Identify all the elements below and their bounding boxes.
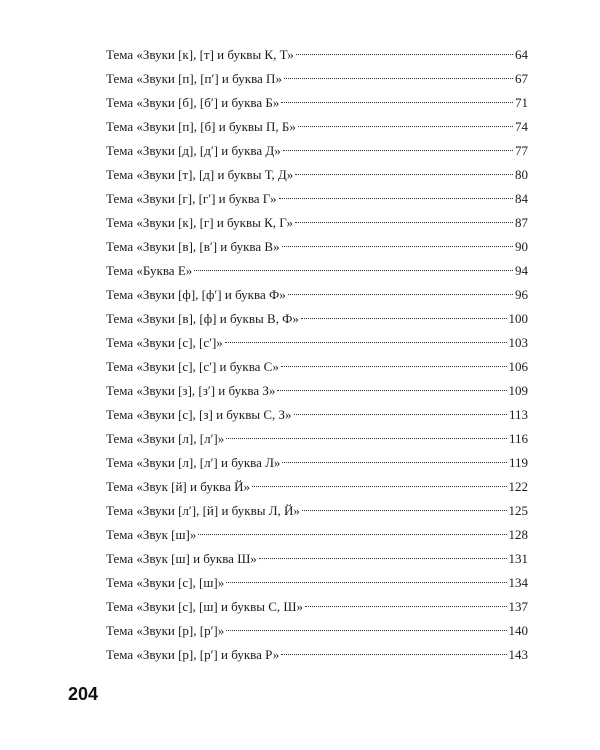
toc-entry [106,139,528,163]
toc-entry-page: 134 [508,575,528,590]
toc-entry-page: 109 [508,383,528,398]
toc-entry-title: Тема «Звуки [п], [п′] и буква П» [106,71,282,86]
toc-entry-title: Тема «Звуки [р], [р′] и буква Р» [106,647,280,662]
toc-entry [106,571,528,595]
toc-leader-dots [281,654,506,655]
toc-entry-page: 74 [515,119,528,134]
toc-entry-title: Тема «Звуки [в], [ф] и буквы В, Ф» [106,311,299,326]
toc-entry-title: Тема «Звуки [т], [д] и буквы Т, Д» [106,167,294,182]
toc-entry [106,115,528,139]
toc-leader-dots [281,366,507,367]
toc-entry [106,355,528,379]
toc-entry [106,379,528,403]
toc-entry-title: Тема «Буква Е» [106,263,193,278]
toc-leader-dots [305,606,507,607]
toc-leader-dots [294,414,507,415]
toc-entry-page: 106 [508,359,528,374]
toc-entry-page: 90 [515,239,528,254]
toc-entry [106,475,528,499]
toc-leader-dots [194,270,513,271]
toc-entry-page: 131 [508,551,528,566]
toc-entry [106,619,528,643]
toc-entry-title: Тема «Звук [ш] и буква Ш» [106,551,257,566]
toc-entry-title: Тема «Звуки [л], [л′]» [106,431,225,446]
toc-entry-title: Тема «Звуки [д], [д′] и буква Д» [106,143,281,158]
toc-entry [106,43,528,67]
toc-entry [106,403,528,427]
toc-entry-title: Тема «Звуки [з], [з′] и буква З» [106,383,276,398]
toc-entry-page: 119 [508,455,528,470]
toc-entry [106,259,528,283]
toc-entry-page: 143 [508,647,528,662]
toc-entry [106,283,528,307]
toc-leader-dots [226,630,506,631]
toc-leader-dots [277,390,506,391]
toc-leader-dots [282,246,513,247]
toc-leader-dots [281,102,513,103]
toc-entry-title: Тема «Звуки [к], [г] и буквы К, Г» [106,215,293,230]
toc-entry-title: Тема «Звуки [с], [с′]» [106,335,223,350]
toc-entry [106,643,528,667]
toc-entry-page: 96 [515,287,528,302]
toc-leader-dots [226,582,506,583]
toc-leader-dots [302,510,507,511]
toc-leader-dots [283,150,513,151]
toc-entry [106,499,528,523]
toc-entry-page: 103 [508,335,528,350]
toc-entry-title: Тема «Звуки [с], [ш] и буквы С, Ш» [106,599,303,614]
toc-entry-title: Тема «Звуки [с], [с′] и буква С» [106,359,279,374]
toc-entry-page: 113 [508,407,528,422]
toc-leader-dots [301,318,507,319]
toc-entry-page: 71 [515,95,528,110]
toc-entry [106,163,528,187]
toc-entry-title: Тема «Звук [й] и буква Й» [106,479,251,494]
toc-entry-title: Тема «Звуки [р], [р′]» [106,623,225,638]
toc-entry [106,67,528,91]
toc-entry-title: Тема «Звуки [с], [ш]» [106,575,225,590]
toc-entry [106,595,528,619]
toc-leader-dots [259,558,507,559]
toc-entry-page: 122 [508,479,528,494]
toc-entry [106,547,528,571]
toc-entry-title: Тема «Звуки [с], [з] и буквы С, З» [106,407,292,422]
toc-entry-page: 140 [508,623,528,638]
toc-entry [106,307,528,331]
toc-leader-dots [296,54,513,55]
toc-leader-dots [298,126,513,127]
toc-leader-dots [226,438,507,439]
toc-entry-page: 137 [508,599,528,614]
toc-leader-dots [252,486,506,487]
table-of-contents [106,43,528,667]
toc-entry-title: Тема «Звуки [п], [б] и буквы П, Б» [106,119,296,134]
toc-entry [106,235,528,259]
toc-entry-title: Тема «Звуки [л], [л′] и буква Л» [106,455,281,470]
toc-entry [106,451,528,475]
toc-entry-page: 64 [515,47,528,62]
toc-leader-dots [279,198,514,199]
toc-entry-title: Тема «Звуки [г], [г′] и буква Г» [106,191,277,206]
toc-entry-page: 116 [508,431,528,446]
toc-leader-dots [198,534,506,535]
toc-entry-title: Тема «Звук [ш]» [106,527,197,542]
toc-entry [106,211,528,235]
toc-entry [106,91,528,115]
toc-entry-title: Тема «Звуки [ф], [ф′] и буква Ф» [106,287,286,302]
toc-entry-title: Тема «Звуки [л′], [й] и буквы Л, Й» [106,503,300,518]
toc-entry [106,427,528,451]
toc-leader-dots [284,78,513,79]
page-number: 204 [68,684,99,704]
toc-entry-title: Тема «Звуки [в], [в′] и буква В» [106,239,280,254]
toc-entry-page: 125 [508,503,528,518]
toc-entry [106,523,528,547]
toc-entry-page: 128 [508,527,528,542]
toc-entry [106,331,528,355]
toc-entry-page: 80 [515,167,528,182]
toc-leader-dots [225,342,507,343]
toc-entry-page: 100 [508,311,528,326]
toc-entry-title: Тема «Звуки [б], [б′] и буква Б» [106,95,280,110]
toc-entry-page: 77 [515,143,528,158]
toc-leader-dots [295,222,513,223]
toc-entry-title: Тема «Звуки [к], [т] и буквы К, Т» [106,47,294,62]
toc-entry-page: 94 [515,263,528,278]
toc-entry-page: 87 [515,215,528,230]
toc-entry-page: 67 [515,71,528,86]
toc-entry [106,187,528,211]
toc-leader-dots [282,462,507,463]
toc-leader-dots [295,174,513,175]
toc-leader-dots [288,294,513,295]
toc-entry-page: 84 [515,191,528,206]
